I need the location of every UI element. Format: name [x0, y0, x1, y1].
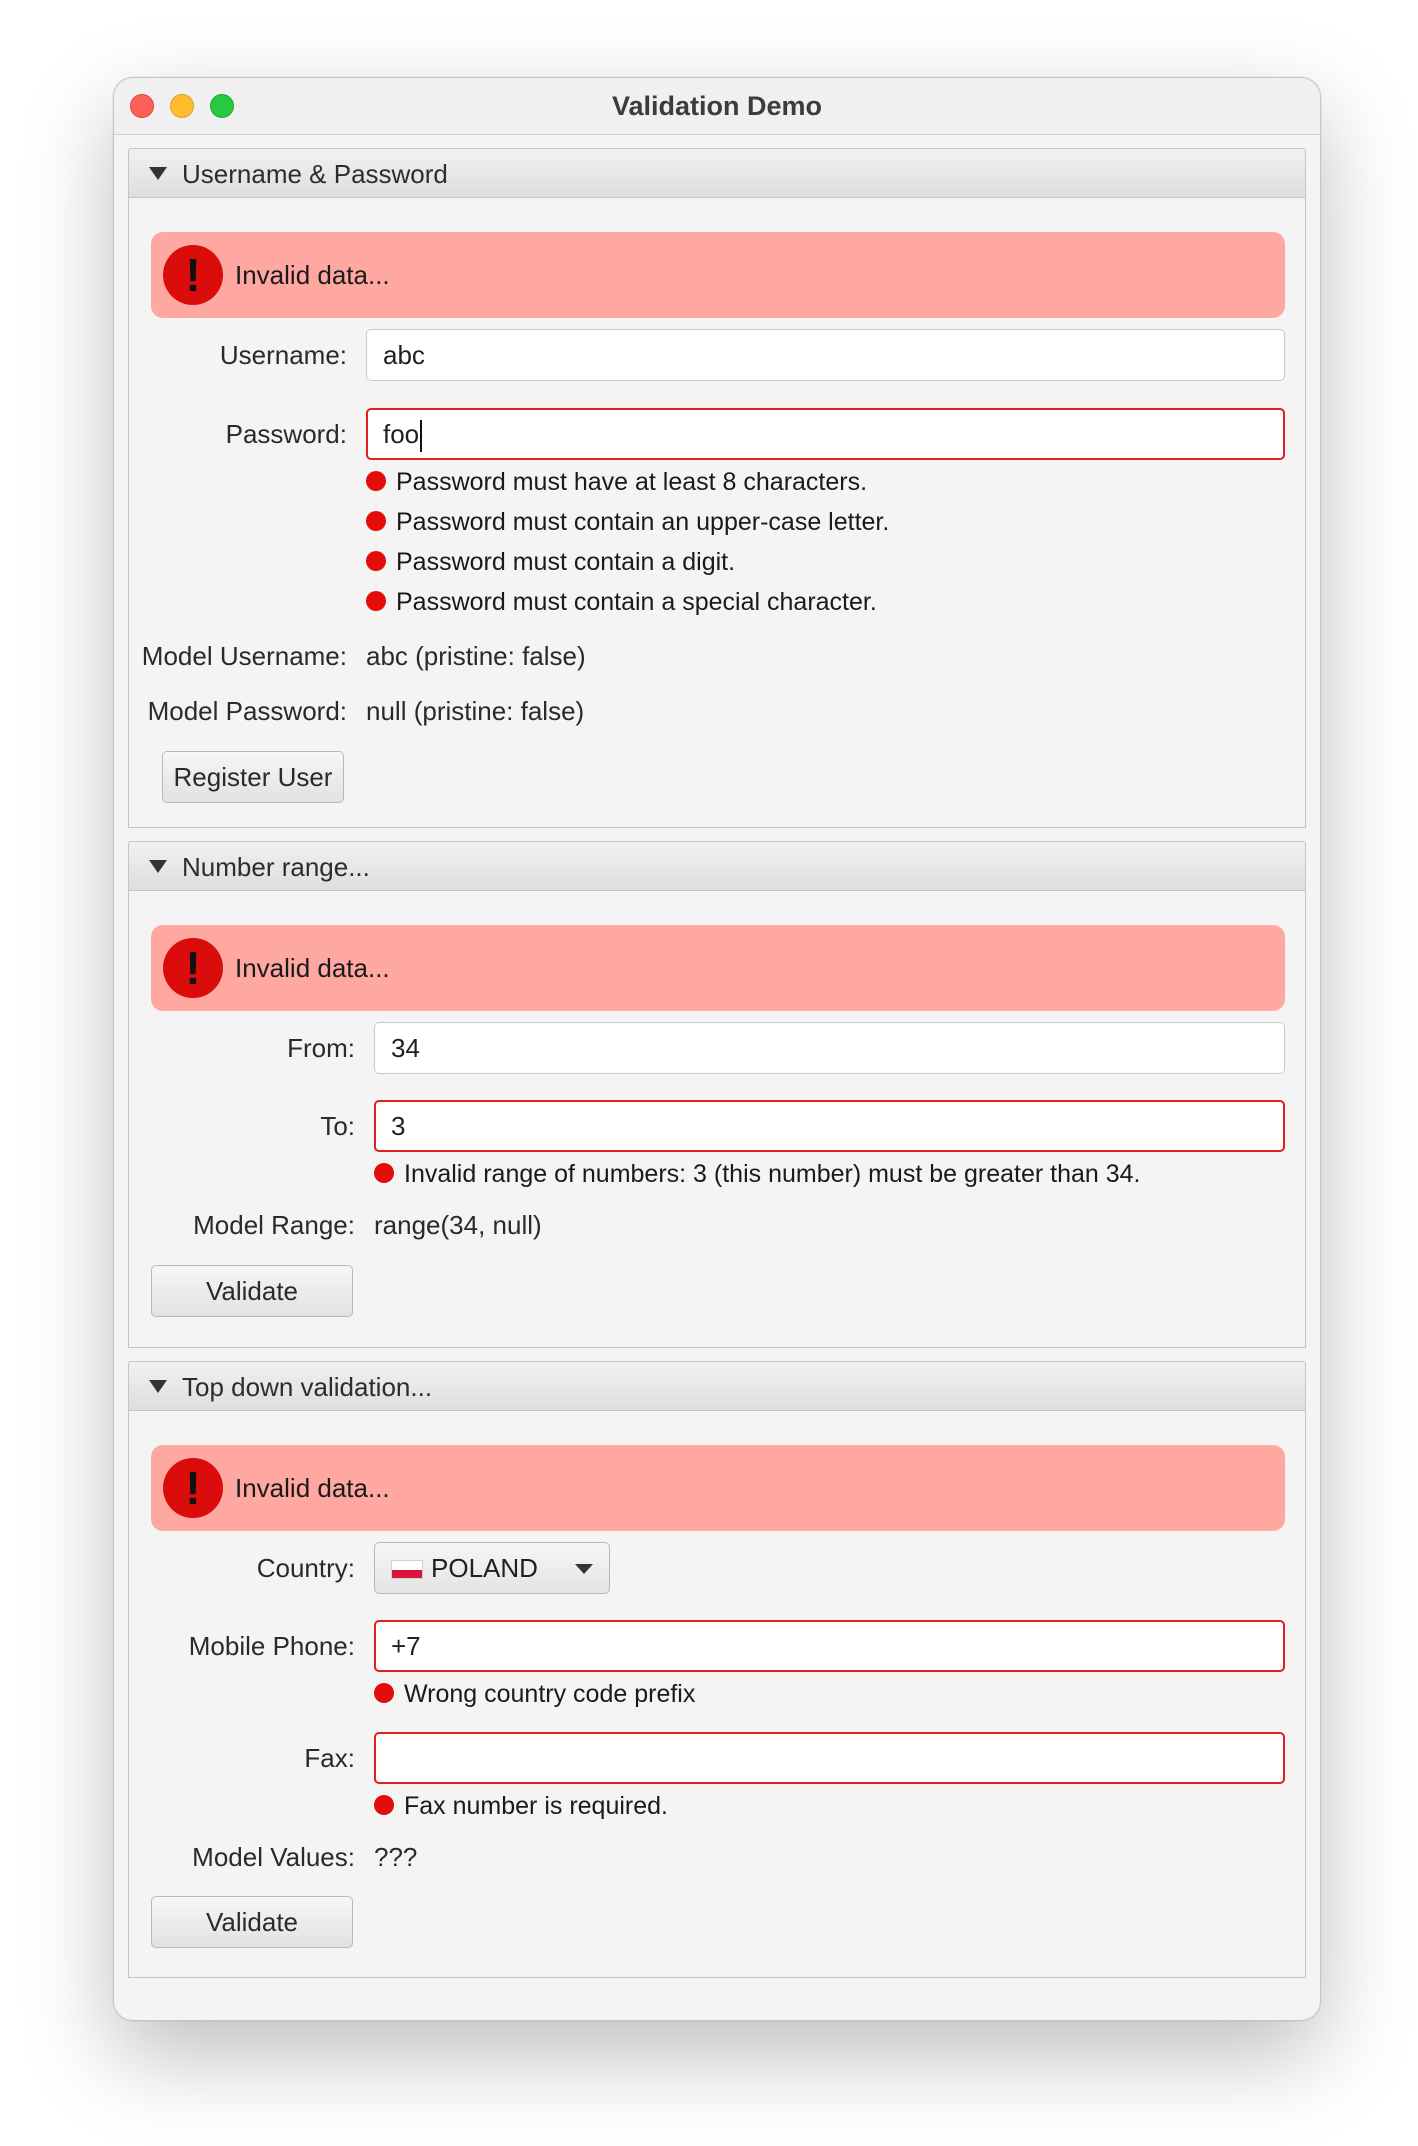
country-select[interactable]: [374, 1542, 610, 1594]
chevron-down-icon: [575, 1564, 593, 1574]
country-value: POLAND: [431, 1553, 538, 1583]
username-label: Username:: [219, 340, 347, 370]
username-input[interactable]: [366, 329, 1285, 381]
app-window: [113, 77, 1321, 2021]
text-caret: [420, 420, 422, 452]
model-range-value: range(34, null): [374, 1210, 542, 1240]
password-error-3: Password must contain a digit.: [366, 542, 735, 582]
banner-text: Invalid data...: [235, 1473, 390, 1503]
to-input[interactable]: [374, 1100, 1285, 1152]
error-icon: !: [163, 1458, 223, 1518]
password-error-1: Password must have at least 8 characters.: [366, 462, 867, 502]
pane-title: Number range...: [182, 852, 370, 882]
collapse-arrow-icon: [149, 860, 167, 873]
pane-title: Top down validation...: [182, 1372, 433, 1402]
fax-error: Fax number is required.: [374, 1786, 668, 1826]
error-bullet-icon: [366, 591, 386, 611]
register-user-button[interactable]: Register User: [162, 751, 344, 803]
mobile-phone-input[interactable]: [374, 1620, 1285, 1672]
validate-range-button[interactable]: Validate: [151, 1265, 353, 1317]
validate-topdown-button[interactable]: Validate: [151, 1896, 353, 1948]
from-label: From:: [287, 1033, 355, 1063]
password-error-4: Password must contain a special character.: [366, 582, 877, 622]
title-bar[interactable]: [114, 78, 1320, 135]
from-input[interactable]: [374, 1022, 1285, 1074]
error-bullet-icon: [366, 511, 386, 531]
pane-body: [128, 198, 1306, 828]
pane-header-number-range[interactable]: [128, 841, 1306, 891]
banner-text: Invalid data...: [235, 953, 390, 983]
error-banner: [151, 925, 1285, 1011]
to-label: To:: [320, 1111, 355, 1141]
password-input[interactable]: [366, 408, 1285, 460]
error-banner: [151, 1445, 1285, 1531]
range-error: Invalid range of numbers: 3 (this number) must be greater than 34.: [374, 1154, 1141, 1194]
password-value: foo: [383, 419, 420, 449]
model-username-label: Model Username:: [141, 641, 347, 671]
country-label: Country:: [256, 1553, 355, 1583]
error-icon: !: [163, 245, 223, 305]
pane-body: [128, 1411, 1306, 1978]
pane-title: Username & Password: [182, 159, 448, 189]
model-values-value: ???: [374, 1842, 418, 1872]
fax-input[interactable]: [374, 1732, 1285, 1784]
pane-number-range: [128, 841, 1306, 1348]
model-password-value: null (pristine: false): [366, 696, 585, 726]
pane-top-down-validation: [128, 1361, 1306, 1978]
model-range-label: Model Range:: [193, 1210, 355, 1240]
error-bullet-icon: [374, 1795, 394, 1815]
pane-username-password: [128, 148, 1306, 828]
pane-body: [128, 891, 1306, 1348]
error-icon: !: [163, 938, 223, 998]
model-password-label: Model Password:: [147, 696, 347, 726]
phone-error: Wrong country code prefix: [374, 1674, 695, 1714]
pane-header-username-password[interactable]: [128, 148, 1306, 198]
error-bullet-icon: [374, 1163, 394, 1183]
model-values-label: Model Values:: [192, 1842, 355, 1872]
banner-text: Invalid data...: [235, 260, 390, 290]
error-banner: [151, 232, 1285, 318]
error-bullet-icon: [366, 471, 386, 491]
password-label: Password:: [225, 419, 347, 449]
poland-flag-icon: [391, 1560, 423, 1579]
error-bullet-icon: [374, 1683, 394, 1703]
pane-header-top-down[interactable]: [128, 1361, 1306, 1411]
window-title: Validation Demo: [611, 91, 823, 121]
collapse-arrow-icon: [149, 167, 167, 180]
mobile-phone-label: Mobile Phone:: [188, 1631, 355, 1661]
fax-label: Fax:: [304, 1743, 355, 1773]
collapse-arrow-icon: [149, 1380, 167, 1393]
model-username-value: abc (pristine: false): [366, 641, 586, 671]
password-error-2: Password must contain an upper-case letter.: [366, 502, 889, 542]
error-bullet-icon: [366, 551, 386, 571]
